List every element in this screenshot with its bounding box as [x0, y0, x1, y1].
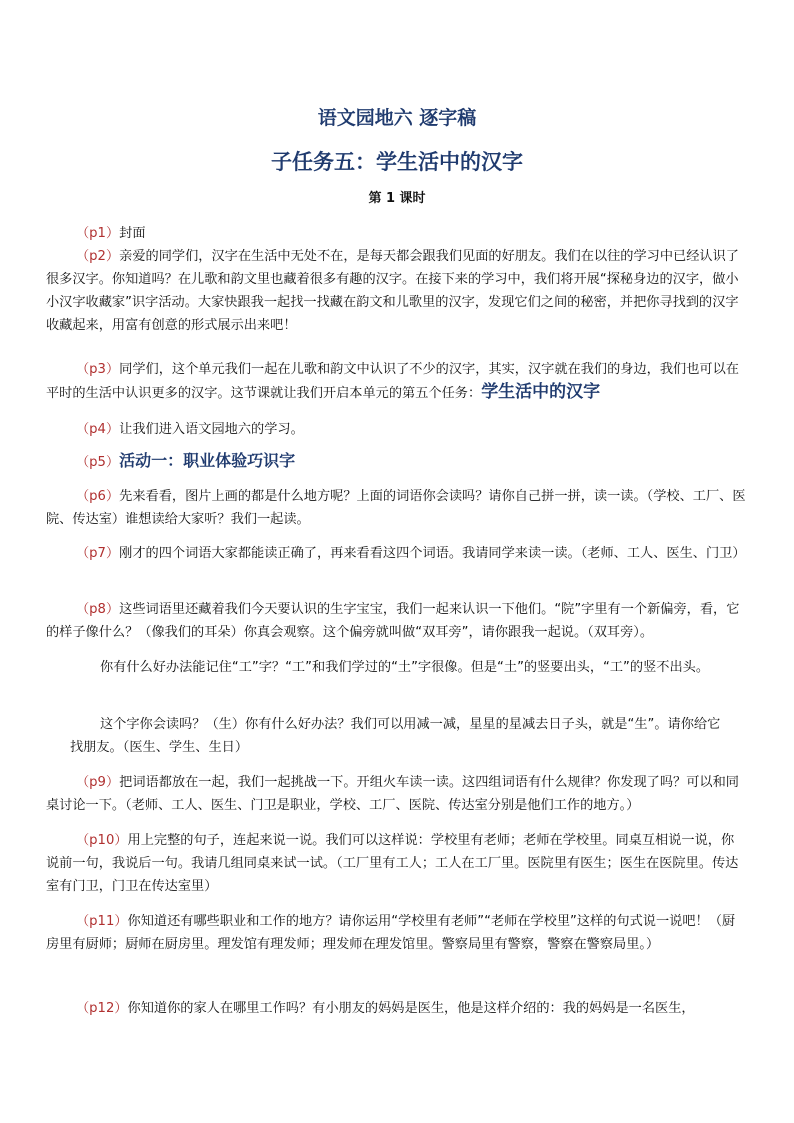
activity-heading: 活动一：职业体验巧识字: [119, 451, 296, 470]
paragraph-p4: [46, 418, 746, 441]
paragraph-text: 用上完整的句子，连起来说一说。我们可以这样说：学校里有老师；老师在学校里。同桌互相说一说，你说前一句，我说后一句。我请几组同桌来试一试。（工厂里有工人；工人在工厂里。医院里有医生；医生在医院里。传达室有门卫，门卫在传达室里）: [46, 833, 739, 894]
paragraph-text: 刚才的四个词语大家都能读正确了，再来看看这四个词语。我请同学来读一读。（老师、工人、医生、门卫）: [119, 546, 746, 561]
paragraph-p10: [46, 829, 746, 898]
page-tag: （p8）: [76, 602, 120, 617]
page-tag: （p10）: [76, 833, 128, 848]
paragraph-sheng: [70, 713, 730, 759]
paragraph-p11: [46, 910, 746, 956]
paragraph-text: 你知道你的家人在哪里工作吗？有小朋友的妈妈是医生，他是这样介绍的：我的妈妈是一名医生，: [127, 1001, 695, 1016]
page-tag: （p2）: [76, 249, 120, 264]
page-tag: （p12）: [76, 1001, 128, 1016]
page-tag: （p4）: [76, 422, 120, 437]
paragraph-p3: [46, 358, 746, 405]
page-tag: （p11）: [76, 914, 128, 929]
doc-title: 语文园地六 逐字稿: [317, 107, 477, 129]
paragraph-text: 把词语都放在一起，我们一起挑战一下。开组火车读一读。这四组词语有什么规律？你发现了吗？可以和同桌讨论一下。（老师、工人、医生、门卫是职业，学校、工厂、医院、传达室分别是他们工作的地方。）: [46, 775, 739, 813]
paragraph-p1: [46, 222, 746, 245]
paragraph-p7: [46, 542, 746, 565]
page-tag: （p6）: [76, 489, 120, 504]
paragraph-gong: [70, 656, 730, 679]
paragraph-text: 先来看看，图片上画的都是什么地方呢？上面的词语你会读吗？请你自己拼一拼，读一读。（学校、工厂、医院、传达室）谁想读给大家听？我们一起读。: [46, 489, 746, 527]
paragraph-text: 亲爱的同学们，汉字在生活中无处不在，是每天都会跟我们见面的好朋友。我们在以往的学习中已经认识了很多汉字。你知道吗？在儿歌和韵文里也藏着很多有趣的汉字。在接下来的学习中，我们将开展“探秘身边的汉字，做小小汉字收藏家”识字活动。大家快跟我一起找一找藏在韵文和儿歌里的汉字，发现它们之间的秘密，并把你寻找到的汉字收藏起来，用富有创意的形式展示出来吧！: [46, 249, 739, 333]
page-tag: （p5）: [76, 455, 120, 470]
page-tag: （p1）: [76, 226, 120, 241]
paragraph-p2: [46, 245, 746, 337]
paragraph-text: 你有什么好办法能记住“工”字？“工”和我们学过的“土”字很像。但是“土”的竖要出头，“工”的竖不出头。: [100, 660, 710, 675]
paragraph-p8: [46, 598, 746, 644]
paragraph-p6: [46, 485, 746, 531]
paragraph-text: 这个字你会读吗？（生）你有什么好办法？我们可以用减一减，星星的星减去日子头，就是“生”。请你给它找朋友。（医生、学生、生日）: [70, 717, 721, 755]
page-tag: （p3）: [76, 362, 120, 377]
doc-subtitle: 子任务五：学生活中的汉字: [271, 150, 523, 174]
page-tag: （p9）: [76, 775, 120, 790]
task-highlight: 学生活中的汉字: [481, 382, 601, 402]
paragraph-text: 让我们进入语文园地六的学习。: [119, 422, 304, 437]
paragraph-text: 同学们，这个单元我们一起在儿歌和韵文中认识了不少的汉字，其实，汉字就在我们的身边，我们也可以在平时的生活中认识更多的汉字。这节课就让我们开启本单元的第五个任务：: [46, 362, 739, 401]
lesson-label: 第 1 课时: [368, 191, 426, 206]
paragraph-p12: [46, 997, 746, 1020]
page-tag: （p7）: [76, 546, 120, 561]
paragraph-text: 封面: [119, 226, 146, 241]
paragraph-p5: [46, 449, 746, 474]
paragraph-text: 你知道还有哪些职业和工作的地方？请你运用“学校里有老师”“老师在学校里”这样的句式说一说吧！（厨房里有厨师；厨师在厨房里。理发馆有理发师；理发师在理发馆里。警察局里有警察，警察在警察局里。）: [46, 914, 736, 952]
paragraph-text: 这些词语里还藏着我们今天要认识的生字宝宝，我们一起来认识一下他们。“院”字里有一个新偏旁，看，它的样子像什么？（像我们的耳朵）你真会观察。这个偏旁就叫做“双耳旁”，请你跟我一起说。（双耳旁）。: [46, 602, 740, 640]
paragraph-p9: [46, 771, 746, 817]
